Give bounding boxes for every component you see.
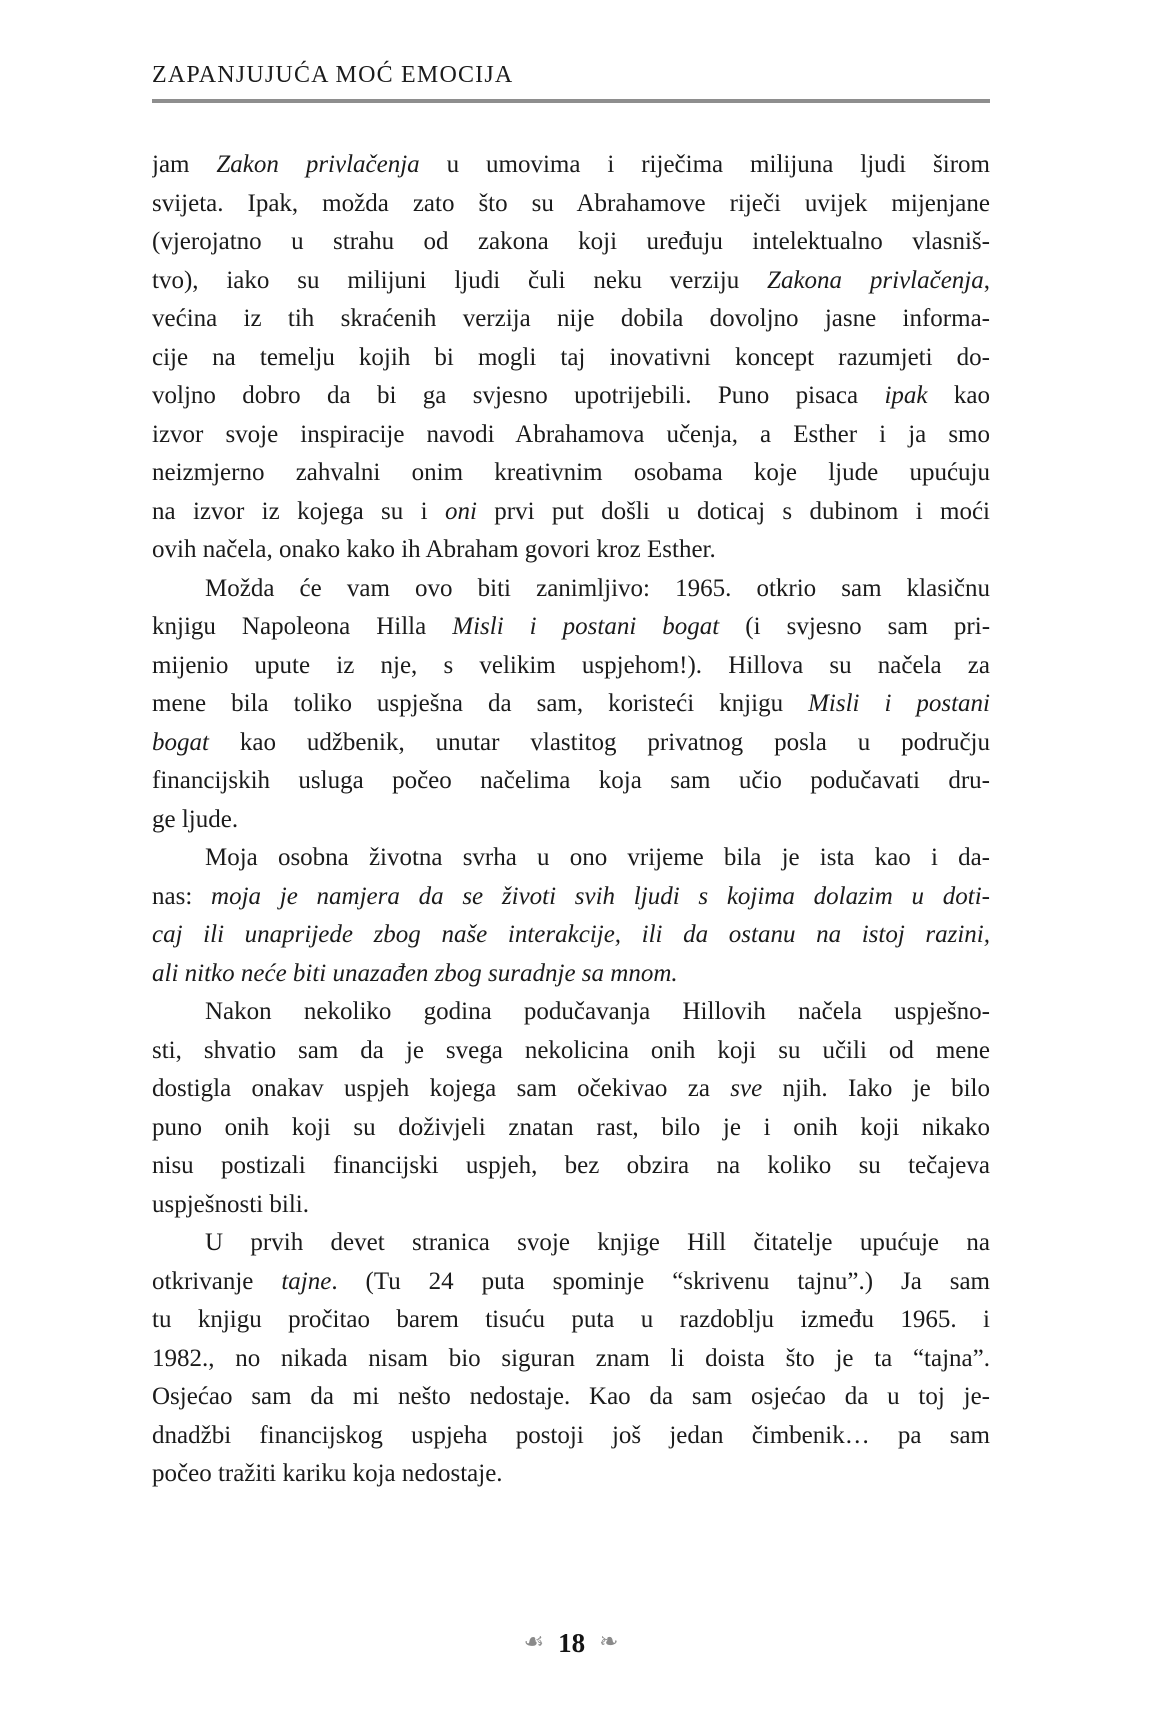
text-line: ge ljude. [152,805,239,833]
text-line: Osjećao sam da mi nešto nedostaje. Kao da sam osjećao da u toj je- [152,1383,990,1410]
text-line: 1982., no nikada nisam bio siguran znam li doista što je ta “tajna”. [152,1344,990,1372]
page-footer [152,1628,990,1659]
text-line: Možda će vam ovo biti zanimljivo: 1965. otkrio sam klasičnu [205,574,990,602]
text-line: puno onih koji su doživjeli znatan rast, bilo je i onih koji nikako [152,1113,990,1141]
text-line: Moja osobna životna svrha u ono vrijeme bila je ista kao i da- [205,844,990,871]
text-line: bogat kao udžbenik, unutar vlastitog privatnog posla u području [152,728,990,756]
running-header: ZAPANJUJUĆA MOĆ EMOCIJA [152,62,514,88]
text-line: (vjerojatno u strahu od zakona koji uređuju intelektualno vlasniš- [152,228,990,255]
fleuron-right-icon: ❧ [599,1628,619,1655]
header-rule [152,99,990,103]
text-line: knjigu Napoleona Hilla Misli i postani bogat (i svjesno sam pri- [152,613,990,640]
text-line: nas: moja je namjera da se životi svih ljudi s kojima dolazim u doti- [152,882,990,910]
text-line: nisu postizali financijski uspjeh, bez obzira na koliko su tečajeva [152,1152,990,1179]
text-line: tu knjigu pročitao barem tisuću puta u razdoblju između 1965. i [152,1306,990,1333]
text-line: cije na temelju kojih bi mogli taj inovativni koncept razumjeti do- [152,343,990,371]
text-line: većina iz tih skraćenih verzija nije dobila dovoljno jasne informa- [152,305,990,332]
text-line: dnadžbi financijskog uspjeha postoji još jedan čimbenik… pa sam [152,1421,990,1449]
text-line: caj ili unaprijede zbog naše interakcije, ili da ostanu na istoj razini, [152,921,990,948]
text-line: U prvih devet stranica svoje knjige Hill čitatelje upućuje na [205,1229,990,1256]
text-line: ovih načela, onako kako ih Abraham govori kroz Esther. [152,536,716,563]
text-line: mene bila toliko uspješna da sam, koristeći knjigu Misli i postani [152,690,990,717]
text-line: otkrivanje tajne. (Tu 24 puta spominje “skrivenu tajnu”.) Ja sam [152,1267,990,1295]
text-line: ali nitko neće biti unazađen zbog suradnje sa mnom. [152,959,678,987]
text-line: sti, shvatio sam da je svega nekolicina onih koji su učili od mene [152,1036,990,1064]
text-line: uspješnosti bili. [152,1190,309,1218]
fleuron-left-icon: ☙ [523,1628,545,1655]
text-line: voljno dobro da bi ga svjesno upotrijebili. Puno pisaca ipak kao [152,382,990,409]
text-line: izvor svoje inspiracije navodi Abrahamova učenja, a Esther i ja smo [152,420,990,448]
text-line: financijskih usluga počeo načelima koja sam učio podučavati dru- [152,767,990,794]
text-line: tvo), iako su milijuni ljudi čuli neku verziju Zakona privlačenja, [152,266,990,294]
text-line: jam Zakon privlačenja u umovima i riječima milijuna ljudi širom [152,151,990,178]
body-text [152,146,990,1494]
text-line: mijenio upute iz nje, s velikim uspjehom!). Hillova su načela za [152,651,990,679]
text-line: počeo tražiti kariku koja nedostaje. [152,1460,503,1487]
page-number: 18 [558,1628,586,1658]
text-line: na izvor iz kojega su i oni prvi put došli u doticaj s dubinom i moći [152,497,990,525]
text-line: svijeta. Ipak, možda zato što su Abrahamove riječi uvijek mijenjane [152,189,990,217]
text-line: Nakon nekoliko godina podučavanja Hillovih načela uspješno- [205,998,990,1025]
text-line: dostigla onakav uspjeh kojega sam očekivao za sve njih. Iako je bilo [152,1075,990,1102]
text-line: neizmjerno zahvalni onim kreativnim osobama koje ljude upućuju [152,459,990,486]
